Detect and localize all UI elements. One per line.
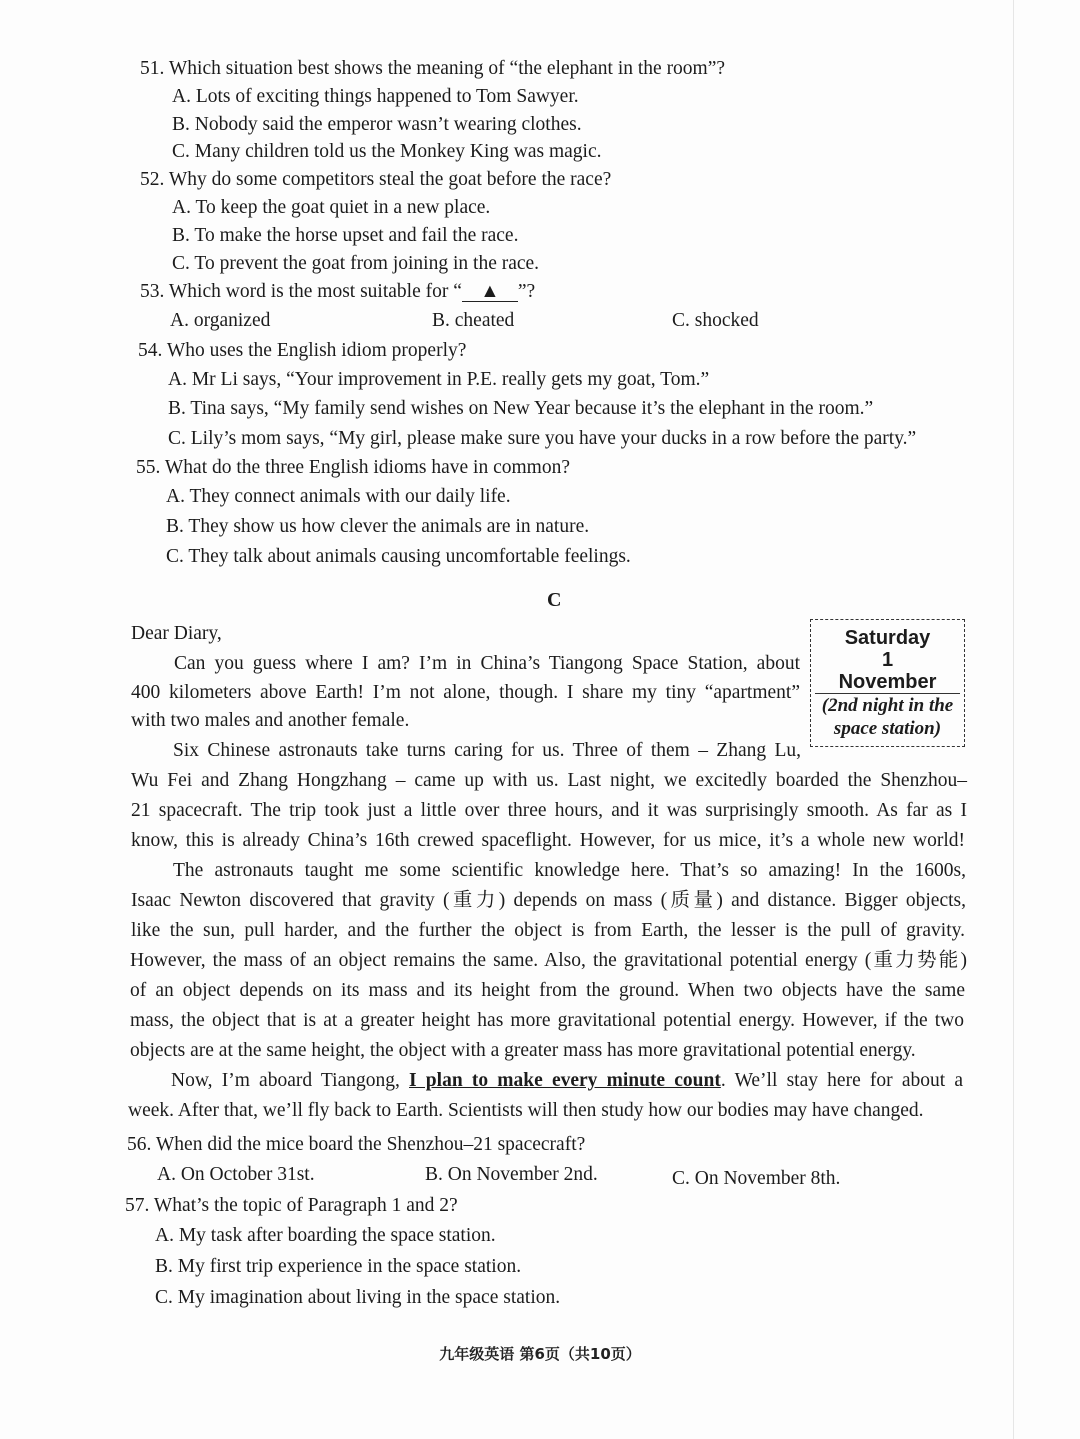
diary-date-box <box>810 619 965 747</box>
option-54b: B. Tina says, “My family send wishes on New Year because it’s the elephant in the room.” <box>168 398 874 419</box>
option-55b: B. They show us how clever the animals are in nature. <box>166 516 590 537</box>
option-54c: C. Lily’s mom says, “My girl, please make sure you have your ducks in a row before the party.” <box>168 428 917 449</box>
para4-line2: week. After that, we’ll fly back to Earth. Scientists will then study how our bodies may have changed. <box>128 1100 924 1121</box>
para1-line1: Can you guess where I am? I’m in China’s Tiangong Space Station, about <box>174 653 800 674</box>
option-57c: C. My imagination about living in the space station. <box>155 1287 561 1308</box>
option-51b: B. Nobody said the emperor wasn’t wearing clothes. <box>172 114 582 135</box>
question-53-end: ”? <box>517 281 536 302</box>
option-56a: A. On October 31st. <box>157 1164 315 1185</box>
question-53 <box>140 279 535 305</box>
date-note: (2nd night in the space station) <box>821 695 954 739</box>
para2-line3: 21 spacecraft. The trip took just a little over three hours, and it was surprisingly smooth. As far as I <box>131 800 967 821</box>
para3-line4: However, the mass of an object remains the same. Also, the gravitational potential energy (重力势能) <box>130 950 967 971</box>
underlined-sentence: I plan to make every minute count <box>409 1070 721 1091</box>
option-53a: A. organized <box>170 310 271 331</box>
date-number: 1 <box>881 649 894 671</box>
option-55a: A. They connect animals with our daily life. <box>166 486 511 507</box>
option-57a: A. My task after boarding the space station. <box>155 1225 496 1246</box>
blank-triangle-icon: ▲ <box>480 281 500 302</box>
question-51: 51. Which situation best shows the meaning of “the elephant in the room”? <box>140 58 726 79</box>
para1-line2: 400 kilometers above Earth! I’m not alone, though. I share my tiny “apartment” <box>131 682 800 703</box>
para3-line6: mass, the object that is at a greater height has more gravitational potential energy. However, if the two <box>130 1010 964 1031</box>
page-edge <box>1013 0 1014 1439</box>
answer-blank <box>462 283 518 302</box>
para3-line7: objects are at the same height, the object with a greater mass has more gravitational potential energy. <box>130 1040 916 1061</box>
option-55c: C. They talk about animals causing uncomfortable feelings. <box>166 546 631 567</box>
para3-line5: of an object depends on its mass and its height from the ground. When two objects have the same <box>130 980 965 1001</box>
para1-line3: with two males and another female. <box>131 710 410 731</box>
para3-line2: Isaac Newton discovered that gravity (重力) depends on mass (质量) and distance. Bigger objects, <box>131 890 966 911</box>
para2-line1: Six Chinese astronauts take turns caring for us. Three of them – Zhang Lu, <box>173 740 801 761</box>
para2-line2: Wu Fei and Zhang Hongzhang – came up with us. Last night, we excitedly boarded the Shenzhou– <box>131 770 967 791</box>
date-day: Saturday <box>844 627 931 649</box>
question-54: 54. Who uses the English idiom properly? <box>138 340 467 361</box>
date-month: November <box>838 671 937 693</box>
option-51c: C. Many children told us the Monkey King was magic. <box>172 141 602 162</box>
para3-line1: The astronauts taught me some scientific knowledge here. That’s so amazing! In the 1600s, <box>173 860 966 881</box>
question-56: 56. When did the mice board the Shenzhou–21 spacecraft? <box>127 1134 586 1155</box>
para4-text-before: Now, I’m aboard Tiangong, <box>171 1070 410 1091</box>
option-56b: B. On November 2nd. <box>425 1164 598 1185</box>
diary-salutation: Dear Diary, <box>131 623 222 644</box>
para4-line1 <box>171 1066 963 1096</box>
option-56c: C. On November 8th. <box>672 1168 841 1189</box>
page-footer: 九年级英语 第6页（共10页） <box>439 1345 641 1363</box>
question-57: 57. What’s the topic of Paragraph 1 and 2? <box>125 1195 458 1216</box>
option-52a: A. To keep the goat quiet in a new place. <box>172 197 491 218</box>
option-51a: A. Lots of exciting things happened to Tom Sawyer. <box>172 86 579 107</box>
section-title: C <box>547 589 562 611</box>
option-53b: B. cheated <box>432 310 515 331</box>
para4-text-after: . We’ll stay here for about a <box>720 1070 963 1091</box>
question-55: 55. What do the three English idioms have in common? <box>136 457 570 478</box>
option-52b: B. To make the horse upset and fail the race. <box>172 225 519 246</box>
para3-line3: like the sun, pull harder, and the further the object is from Earth, the lesser is the pull of gravity. <box>131 920 965 941</box>
question-53-text: 53. Which word is the most suitable for “ <box>140 281 462 302</box>
option-53c: C. shocked <box>672 310 759 331</box>
para2-line4: know, this is already China’s 16th crewed spaceflight. However, for us mice, it’s a whole new world! <box>131 830 965 851</box>
option-54a: A. Mr Li says, “Your improvement in P.E. really gets my goat, Tom.” <box>168 369 710 390</box>
question-52: 52. Why do some competitors steal the goat before the race? <box>140 169 612 190</box>
option-52c: C. To prevent the goat from joining in the race. <box>172 253 540 274</box>
option-57b: B. My first trip experience in the space station. <box>155 1256 522 1277</box>
